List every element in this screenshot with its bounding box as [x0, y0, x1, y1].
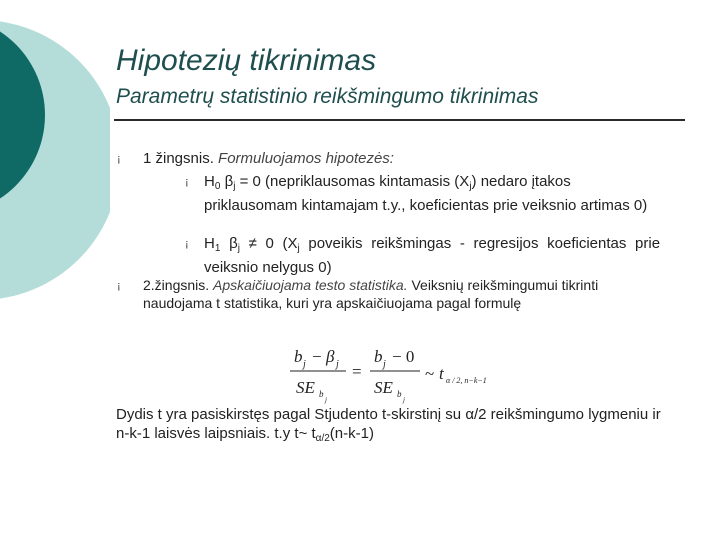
svg-text:SE: SE: [374, 378, 393, 397]
bullet-icon: ¡: [185, 176, 189, 188]
svg-text:α / 2, n−k−1: α / 2, n−k−1: [446, 376, 487, 385]
svg-text:b: b: [319, 389, 324, 399]
svg-text:b: b: [374, 347, 383, 366]
svg-text:b: b: [294, 347, 303, 366]
bullet-icon: ¡: [185, 238, 189, 250]
svg-text:b: b: [397, 389, 402, 399]
step1-lead-italic: Formuluojamos hipotezės:: [218, 150, 394, 167]
svg-text:− 0: − 0: [392, 347, 415, 366]
bullet-icon: ¡: [117, 153, 121, 165]
bullet-icon: ¡: [117, 280, 121, 292]
hypothesis-h0: $H_0$ $\beta_j = 0$ (nepriklausomas kintamasis $(X_j)$ nedaro įtakos priklausomam kintamajam t.y., koeficientas prie veiksnio artimas 0): [204, 173, 648, 214]
svg-text:j: j: [325, 396, 327, 404]
svg-text:j: j: [336, 359, 339, 370]
decorative-circles: [0, 0, 110, 540]
svg-text:j: j: [303, 359, 306, 370]
svg-text:j: j: [383, 359, 386, 370]
svg-text:t: t: [439, 364, 444, 383]
svg-text:=: =: [352, 362, 362, 381]
step1-heading: [143, 149, 394, 168]
title-divider: [114, 119, 685, 121]
step2-text: 2.žingsnis. Apskaičiuojama testo statistika. Veiksnių reikšmingumui tikrinti naudojama t statistika, kuri yra apskaičiuojama pagal formulę: [143, 277, 599, 311]
svg-text:SE: SE: [296, 378, 315, 397]
svg-text:−: −: [312, 347, 322, 366]
svg-text:β: β: [326, 347, 335, 366]
slide-subtitle: Parametrų statistinio reikšmingumo tikrinimas: [116, 85, 539, 108]
conclusion-text: Dydis t yra pasiskirstęs pagal Stjudento t-skirstinį su α/2 reikšmingumo lygmeniu ir n-k-1 laisvės laipsniais. t.y t~ $t_{\alpha/2}(n-k-1)$: [116, 406, 661, 444]
step1-lead: 1 žingsnis.: [143, 150, 214, 167]
t-statistic-formula: [280, 338, 510, 406]
svg-text:j: j: [403, 396, 405, 404]
slide-title: Hipotezių tikrinimas: [116, 44, 377, 77]
hypothesis-h1: $H_1$ $\beta_j \ne 0$ ($X_j$ poveikis reikšmingas - regresijos koeficientas prie veiksnio nelygus 0): [204, 235, 661, 276]
svg-text:~: ~: [425, 364, 435, 383]
